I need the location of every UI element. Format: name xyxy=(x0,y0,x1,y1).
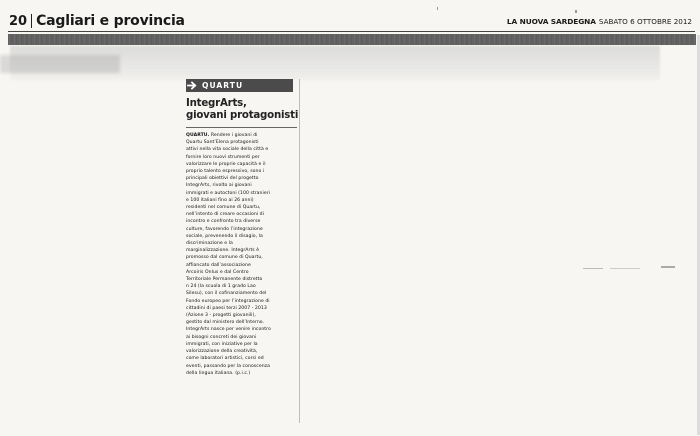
article xyxy=(186,79,300,423)
article-tag xyxy=(186,79,293,92)
page-header-left xyxy=(9,13,185,29)
headline-rule xyxy=(186,127,297,128)
header-rule xyxy=(8,31,695,32)
print-speck xyxy=(437,7,438,10)
print-speck xyxy=(661,266,675,268)
print-speck xyxy=(575,10,577,13)
header-band xyxy=(8,34,696,45)
print-speck xyxy=(610,268,640,269)
page-number: 20 xyxy=(9,14,28,29)
section-title: Cagliari e provincia xyxy=(36,13,185,29)
article-headline: IntegrArts, giovani protagonisti xyxy=(186,98,299,121)
article-body xyxy=(186,132,299,377)
article-tag-label: QUARTU xyxy=(202,81,244,90)
issue-date: SABATO 6 OTTOBRE 2012 xyxy=(598,17,692,26)
page-header-right xyxy=(507,17,692,26)
header-divider xyxy=(31,14,32,28)
arrow-right-icon xyxy=(186,79,198,92)
bleed-through-shadow-left xyxy=(0,55,120,73)
article-text: Rendere i giovani di Quartu Sant’Elena protagonisti attivi nella vita sociale della città e fornire loro nuovi strumenti per valorizzare le proprie capacità e il proprio talento espressivo, sono i principali obiettivi del progetto IntegrArts, rivolto ai giovani immigrati e autoctoni (100 stranieri e 100 italiani fino ai 26 anni) residenti nel comune di Quartu, nell’intento di creare occasioni di incontro e confronto tra diverse culture, favorendo l’integrazione sociale, prevenendo il disagio, la discriminazione e la marginalizzazione. IntegrArts è promosso dal comune di Quartu, affiancato dall’associazione Arcoiris Onlus e dal Centro Territoriale Permanente distretto n 24 (la scuola di 1 grado Lao Silesu), con il cofinanziamento del Fondo europeo per l’integrazione di cittadini di paesi terzi 2007 - 2013 (Azione 3 - progetti giovanili), gestito dal ministero dell’Interno. IntegrArts nasce per venire incontro ai bisogni concreti dei giovani immigrati, con iniziative per la valorizzazione della creatività, come laboratori artistici, corsi ed eventi, passando per la conoscenza della lingua italiana. (p.i.c.) xyxy=(186,133,271,376)
print-speck xyxy=(583,268,603,269)
article-lead: QUARTU. xyxy=(186,133,210,138)
newspaper-name: LA NUOVA SARDEGNA xyxy=(506,17,596,26)
